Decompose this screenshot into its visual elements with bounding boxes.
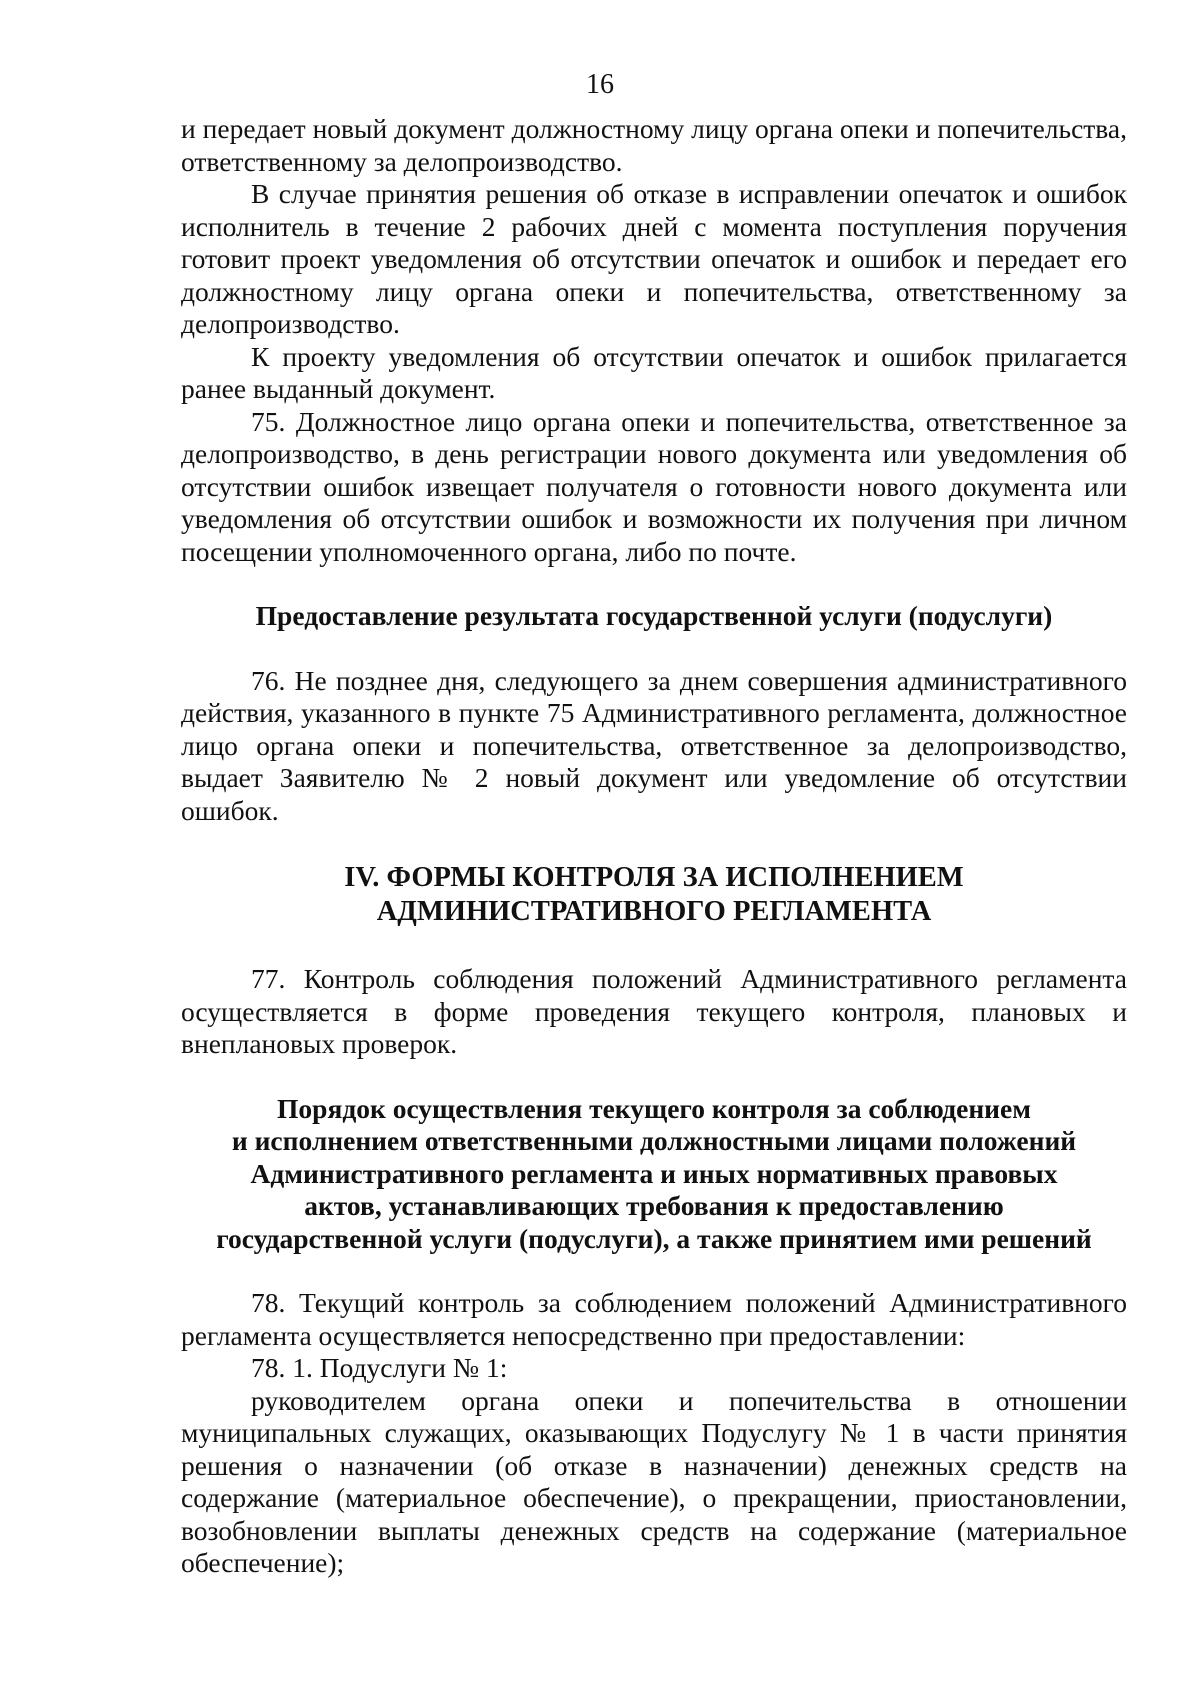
paragraph-attachment: К проекту уведомления об отсутствии опечаток и ошибок прилагается ранее выданный документ. — [181, 340, 1127, 404]
heading-current-control-line4: актов, устанавливающих требования к предоставлению — [304, 1190, 1004, 1221]
heading-current-control-line2: и исполнением ответственными должностными лицами положений — [231, 1125, 1077, 1156]
paragraph-continuation: и передает новый документ должностному лицу органа опеки и попечительства, ответственному за делопроизводство. — [181, 113, 1127, 177]
paragraph-78: 78. Текущий контроль за соблюдением положений Административного регламента осуществляется непосредственно при предоставлении: — [181, 1287, 1127, 1351]
heading-current-control-line5: государственной услуги (подуслуги), а также принятием ими решений — [216, 1222, 1092, 1254]
page-number: 16 — [586, 69, 614, 100]
section-iv-heading — [181, 861, 1127, 929]
paragraph-76: 76. Не позднее дня, следующего за днем совершения административного действия, указанного в пункте 75 Административного регламента, должностное лицо органа опеки и попечительства, ответственное за делопроизводство, выдает Заявителю № 2 новый документ или уведомление об отсутствии ошибок. — [181, 664, 1127, 826]
heading-result-provision: Предоставление результата государственной услуги (подуслуги) — [255, 600, 1053, 631]
section-iv-title-line2: АДМИНИСТРАТИВНОГО РЕГЛАМЕНТА — [376, 896, 932, 927]
paragraph-refusal-case: В случае принятия решения об отказе в исправлении опечаток и ошибок исполнитель в течение 2 рабочих дней с момента поступления поручения готовит проект уведомления об отсутствии опечаток и ошибок и передает его должностному лицу органа опеки и попечительства, ответственному за делопроизводство. — [181, 178, 1127, 339]
heading-current-control-line1: Порядок осуществления текущего контроля за соблюдением — [277, 1092, 1031, 1124]
heading-current-control — [181, 1093, 1127, 1256]
paragraph-77: 77. Контроль соблюдения положений Административного регламента осуществляется в форме проведения текущего контроля, плановых и внеплановых проверок. — [181, 963, 1127, 1059]
paragraph-78-1-text: руководителем органа опеки и попечительства в отношении муниципальных служащих, оказывающих Подуслугу № 1 в части принятия решения о назначении (об отказе в назначении) денежных средств на содержание (материальное обеспечение), о прекращении, приостановлении, возобновлении выплаты денежных средств на содержание (материальное обеспечение); — [181, 1384, 1127, 1578]
paragraph-78-1: 78. 1. Подуслуги № 1: — [251, 1352, 508, 1383]
paragraph-75: 75. Должностное лицо органа опеки и попечительства, ответственное за делопроизводство, в день регистрации нового документа или уведомления об отсутствии ошибок извещает получателя о готовности нового документа или уведомления об отсутствии ошибок и возможности их получения при личном посещении уполномоченного органа, либо по почте. — [181, 405, 1127, 567]
section-iv-title-line1: IV. ФОРМЫ КОНТРОЛЯ ЗА ИСПОЛНЕНИЕМ — [344, 862, 964, 893]
heading-current-control-line3: Административного регламента и иных нормативных правовых — [250, 1157, 1058, 1189]
document-body — [181, 113, 1127, 1580]
